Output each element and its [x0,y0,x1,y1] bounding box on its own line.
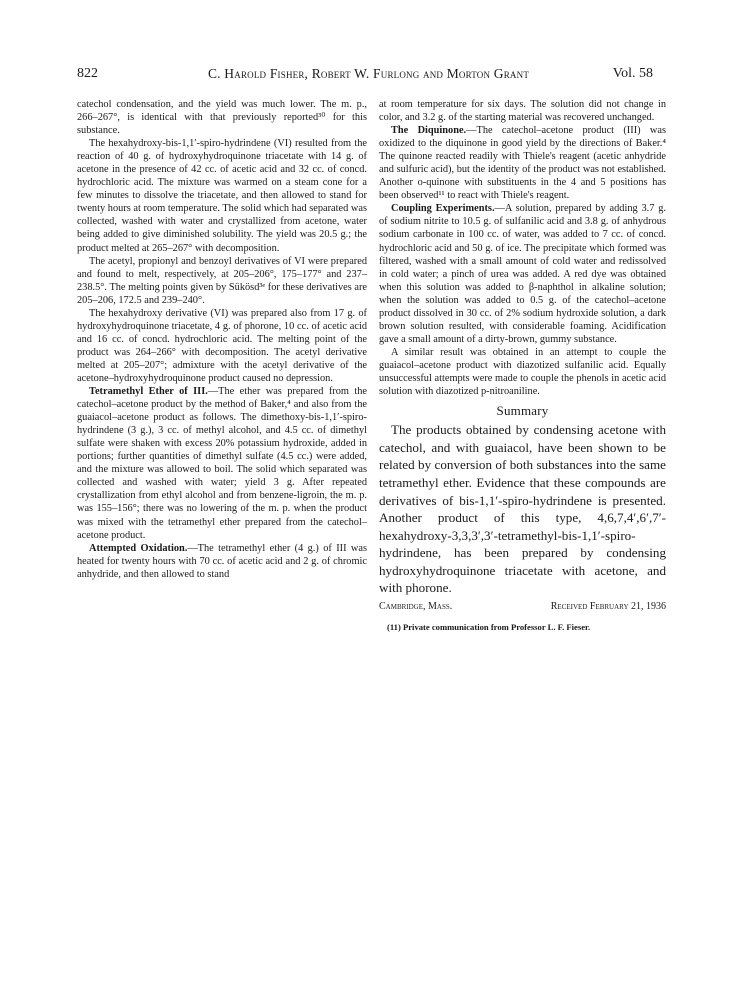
paragraph: The hexahydroxy-bis-1,1′-spiro-hydrindene (VI) resulted from the reaction of 40 g. of hydroxyhydroquinone triacetate with 14 g. of acetone in the presence of 42 cc. of acetic acid and 32 cc. of concd. hydrochloric acid. The mixture was warmed on a steam cone for a few minutes to dissolve the triacetate, and then allowed to stand for twenty hours at room temperature. The solid which had separated was collected, washed with water and crystallized from acetone, water being added to give diminished solubility. The yield was 20.5 g.; the product melted at 265–267° with decomposition. [77,138,367,254]
paragraph: A similar result was obtained in an attempt to couple the guaiacol–acetone product with diazotized sulfanilic acid. Equally unsuccessful attempts were made to couple the phenols in acetic acid solution with diazotized p-nitroaniline. [379,346,666,398]
running-header [0,66,737,84]
paragraph-text: —A solution, prepared by adding 3.7 g. of sodium nitrite to 10.5 g. of sulfanilic acid and 3.8 g. of anhydrous sodium carbonate in 100 cc. of water, was added to 7 cc. of concd. hydrochloric acid and 50 g. of ice. The precipitate which formed was filtered, washed with a small amount of cold water and redissolved in cold water; a pinch of urea was added. A red dye was obtained when this solution was added to β-naphthol in alkaline solution; when the solution was added to 0.5 g. of the catechol–acetone product dissolved in 30 cc. of 2% sodium hydroxide solution, a dark brown solution resulted, with considerable foaming. Acidification gave a small amount of a dirty-brown, gummy substance. [379,203,666,345]
paragraph [379,124,666,202]
section-heading: Attempted Oxidation. [89,542,188,554]
paragraph-text: —The tetramethyl ether (4 g.) of III was heated for twenty hours with 70 cc. of acetic acid and 2 g. of chromic anhydride, and then allowed to stand [77,542,367,580]
signature-place: Cambridge, Mass. [379,601,453,613]
footnote: (11) Private communication from Professor L. F. Fieser. [387,622,591,633]
right-column [379,98,666,634]
paragraph: The acetyl, propionyl and benzoyl derivatives of VI were prepared and found to melt, respectively, at 205–206°, 175–177° and 237–238.5°. The melting points given by Sükösd³ᵉ for these derivatives are 205–206, 172.5 and 239–240°. [77,255,367,306]
signature-line [379,600,666,613]
received-date: Received February 21, 1936 [550,601,666,613]
summary-heading: Summary [496,403,549,419]
page-number: 822 [77,66,98,81]
paragraph: at room temperature for six days. The solution did not change in color, and 3.2 g. of the starting material was recovered unchanged. [379,99,666,124]
volume-label: Vol. 58 [612,66,653,81]
left-column [77,98,367,581]
paragraph: The hexahydroxy derivative (VI) was prepared also from 17 g. of hydroxyhydroquinone triacetate, 4 g. of phorone, 10 cc. of acetic acid and 16 cc. of concd. hydrochloric acid. The melting point of the product was 264–266° with decomposition. The acetyl derivative melted at 205–207°; admixture with the acetyl derivative of the acetone–hydroxyhydroquinone product caused no depression. [77,307,367,384]
paragraph [379,202,666,346]
section-heading: The Diquinone. [391,125,467,137]
paragraph [77,542,367,581]
section-heading: Coupling Experiments. [391,203,495,215]
paragraph-text: —The ether was prepared from the catechol–acetone product by the method of Baker,⁴ and also from the guaiacol–acetone product as follows. The dimethoxy-bis-1,1′-spiro-hydrindene (3 g.), 3 cc. of methyl alcohol, and 4.5 cc. of dimethyl sulfate were shaken with excess 20% potassium hydroxide, added in portions; further quantities of dimethyl sulfate (4.5 cc.) were added, and the mixture was allowed to boil. The solid which separated was collected and washed with water; yield 3 g. After repeated crystallization from ethyl alcohol and from benzene-ligroin, the m. p. was 155–156°; there was no lowering of the m. p. when the product was mixed with the tetramethyl ether prepared from the catechol–acetone product. [77,386,367,541]
running-authors: C. Harold Fisher, Robert W. Furlong and Morton Grant [207,66,530,81]
paragraph-text: —The catechol–acetone product (III) was oxidized to the diquinone in good yield by the directions of Baker.⁴ The quinone reacted readily with Thiele's reagent (acetic anhydride and sulfuric acid), but the identity of the product was not established. Another o-quinone with substituents in the 4 and 5 positions has been observed¹¹ to react with Thiele's reagent. [379,125,667,202]
summary-text: The products obtained by condensing acetone with catechol, and with guaiacol, have been shown to be related by conversion of both substances into the same tetramethyl ether. Evidence that these compounds are derivatives of bis-1,1′-spiro-hydrindene is presented. Another product of this type, 4,6,7,4′,6′,7′-hexahydroxy-3,3,3′,3′-tetramethyl-bis-1,1′-spiro-hydrindene, has been prepared by condensing hydroxyhydroquinone triacetate with acetone, and with phorone. [379,422,666,596]
section-heading: Tetramethyl Ether of III. [89,386,208,398]
paragraph: catechol condensation, and the yield was much lower. The m. p., 266–267°, is identical with that previously reported³⁰ for this substance. [77,99,367,137]
paragraph [77,385,367,542]
